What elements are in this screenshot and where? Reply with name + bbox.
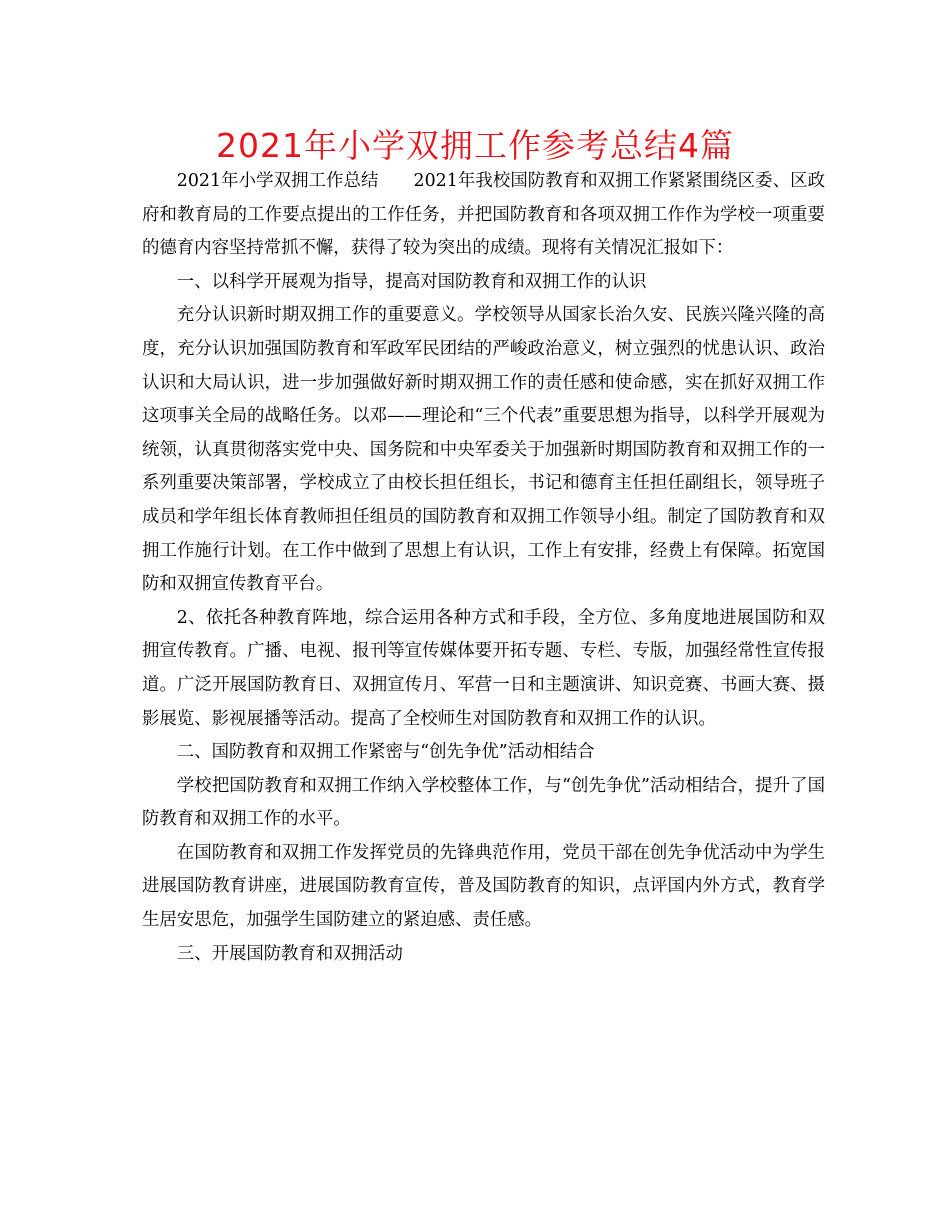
paragraph-party-members: 在国防教育和双拥工作发挥党员的先锋典范作用，党员干部在创先争优活动中为学生进展国防教育讲座，进展国防教育宣传，普及国防教育的知识，点评国内外方式，教育学生居安思危，加强学生国防建立的紧迫感、责任感。 (142, 842, 825, 931)
paragraph-publicity: 2、依托各种教育阵地，综合运用各种方式和手段，全方位、多角度地进展国防和双拥宣传教育。广播、电视、报刊等宣传媒体要开拓专题、专栏、专版，加强经常性宣传报道。广泛开展国防教育日、双拥宣传月、军营一日和主题演讲、知识竞赛、书画大赛、摄影展览、影视展播等活动。提高了全校师生对国防教育和双拥工作的认识。 (142, 607, 825, 729)
paragraph-significance: 充分认识新时期双拥工作的重要意义。学校领导从国家长治久安、民族兴隆兴隆的高度，充分认识加强国防教育和军政军民团结的严峻政治意义，树立强烈的忧患认识、政治认识和大局认识，进一步加强做好新时期双拥工作的责任感和使命感，实在抓好双拥工作这项事关全局的战略任务。以邓——理论和“三个代表”重要思想为指导，以科学开展观为统领，认真贯彻落实党中央、国务院和中央军委关于加强新时期国防教育和双拥工作的一系列重要决策部署，学校成立了由校长担任组长，书记和德育主任担任副组长，领导班子成员和学年组长体育教师担任组员的国防教育和双拥工作领导小组。制定了国防教育和双拥工作施行计划。在工作中做到了思想上有认识，工作上有安排，经费上有保障。拓宽国防和双拥宣传教育平台。 (142, 305, 825, 595)
paragraph-integration: 学校把国防教育和双拥工作纳入学校整体工作，与“创先争优”活动相结合，提升了国防教育和双拥工作的水平。 (142, 775, 825, 830)
section-heading-3: 三、开展国防教育和双拥活动 (176, 943, 403, 964)
document-title: 2021年小学双拥工作参考总结4篇 (216, 126, 734, 165)
paragraph-intro: 2021年小学双拥工作总结 2021年我校国防教育和双拥工作紧紧围绕区委、区政府和教育局的工作要点提出的工作任务，并把国防教育和各项双拥工作作为学校一项重要的德育内容坚持常抓不懈，获得了较为突出的成绩。现将有关情况汇报如下： (142, 171, 825, 259)
section-heading-1: 一、以科学开展观为指导，提高对国防教育和双拥工作的认识 (176, 271, 647, 292)
document-body (142, 165, 825, 971)
section-heading-2: 二、国防教育和双拥工作紧密与“创先争优”活动相结合 (176, 742, 595, 763)
